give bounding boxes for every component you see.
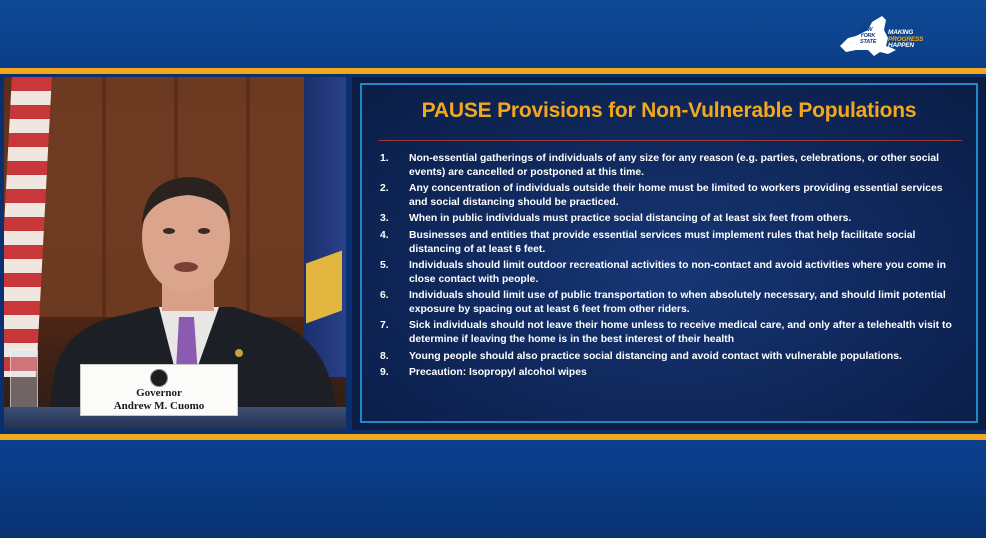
nameplate-name: Andrew M. Cuomo: [113, 400, 205, 412]
provisions-list: [380, 152, 960, 382]
nameplate: [80, 364, 238, 416]
slide-frame: [360, 83, 978, 423]
list-item: 4. Businesses and entities that provide essential services must implement rules that help facilitate social distancing of at least 6 feet.: [380, 229, 916, 255]
slide-divider: [378, 140, 962, 141]
list-item: 6. Individuals should limit use of public transportation to when absolutely necessary, and should limit potential exposure by spacing out at least 6 feet from other riders.: [380, 290, 946, 315]
gold-divider-bottom: [0, 434, 986, 440]
list-item: 1. Non-essential gatherings of individuals of any size for any reason (e.g. parties, celebrations, or other social events) are cancelled or postponed at this time.: [380, 153, 940, 178]
state-seal-icon: [150, 369, 168, 387]
slide-title: PAUSE Provisions for Non-Vulnerable Populations: [421, 99, 917, 122]
list-item: 9. Precaution: Isopropyl alcohol wipes: [380, 366, 587, 378]
list-item: 8. Young people should also practice social distancing and avoid contact with vulnerable populations.: [380, 350, 902, 362]
list-item: 3. When in public individuals must practice social distancing of at least six feet from others.: [380, 213, 852, 225]
logo-tagline: MAKING PROGRESS HAPPEN: [888, 29, 924, 49]
video-feed: [4, 77, 346, 430]
list-item: 5. Individuals should limit outdoor recreational activities to non-contact and avoid activities where you come in close contact with people.: [380, 259, 946, 285]
list-item: 7. Sick individuals should not leave their home unless to receive medical care, and only after a telehealth visit to determine if leaving the home is in the best interest of their health: [380, 320, 952, 346]
presentation-slide: [352, 77, 986, 430]
logo-state-text: NEW YORK STATE: [860, 27, 877, 45]
list-item: 2. Any concentration of individuals outside their home must be limited to workers providing essential services and social distancing should be practiced.: [380, 183, 943, 208]
nys-logo: [838, 16, 938, 60]
bottom-banner: [0, 442, 986, 538]
nameplate-title: Governor: [136, 387, 182, 399]
